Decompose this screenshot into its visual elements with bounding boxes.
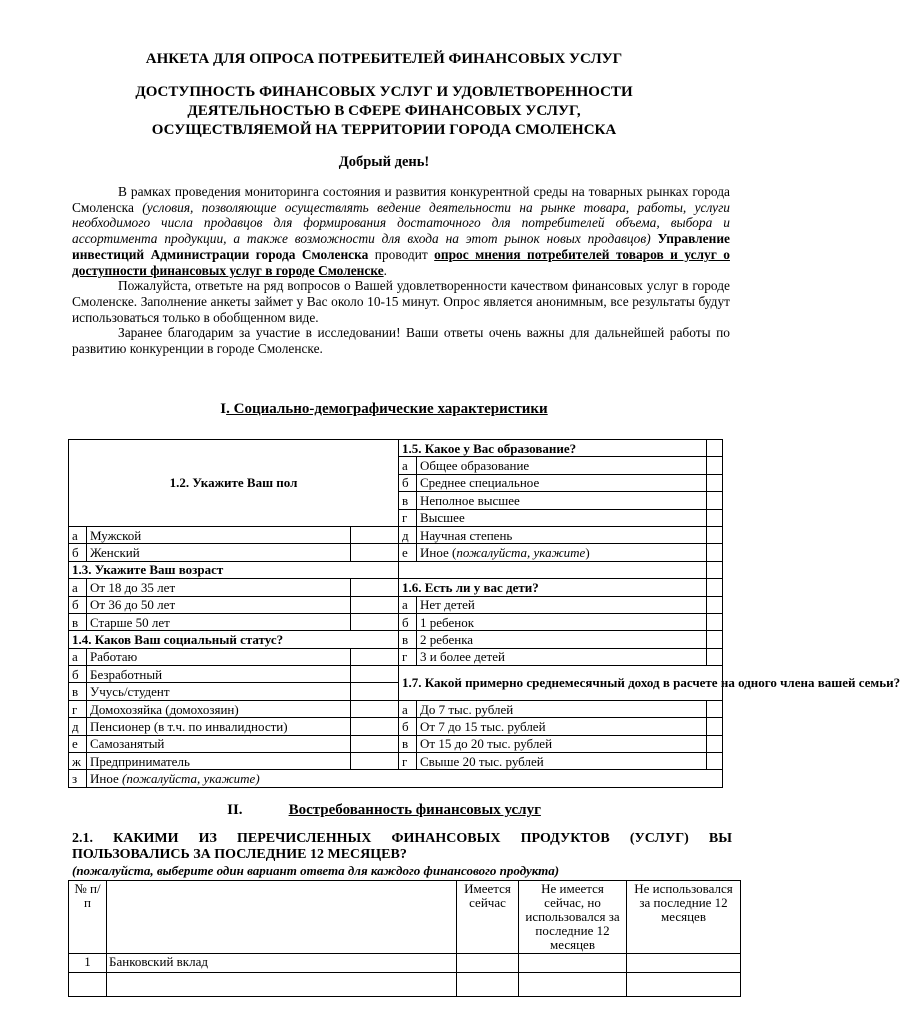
col-header-number: № п/п <box>69 881 107 954</box>
answer-checkbox[interactable] <box>351 753 399 770</box>
product-bank-deposit: Банковский вклад <box>107 954 457 973</box>
answer-checkbox[interactable] <box>457 954 519 973</box>
col-header-product <box>107 881 457 954</box>
option-status-unemployed: Безработный <box>87 666 351 683</box>
option-letter: б <box>399 474 417 491</box>
empty-cell <box>107 973 457 997</box>
answer-checkbox[interactable] <box>707 492 723 509</box>
option-education-degree: Научная степень <box>417 526 707 543</box>
option-education-other: Иное (пожалуйста, укажите) <box>417 544 707 561</box>
option-letter: в <box>69 613 87 630</box>
option-letter: а <box>399 457 417 474</box>
empty-cell <box>707 579 723 596</box>
option-status-other[interactable]: Иное (пожалуйста, укажите) <box>87 770 723 787</box>
option-age-over-50: Старше 50 лет <box>87 613 351 630</box>
section-2-heading: II. Востребованность финансовых услуг <box>227 802 541 818</box>
option-letter: д <box>399 526 417 543</box>
empty-cell <box>519 973 627 997</box>
option-letter: е <box>69 735 87 752</box>
option-letter: б <box>399 718 417 735</box>
q1-3-title: 1.3. Укажите Ваш возраст <box>69 561 399 578</box>
option-letter: ж <box>69 753 87 770</box>
option-income-15-20k: От 15 до 20 тыс. рублей <box>417 735 707 752</box>
survey-subtitle-line2: ДЕЯТЕЛЬНОСТЬЮ В СФЕРЕ ФИНАНСОВЫХ УСЛУГ, <box>187 103 581 119</box>
option-children-none: Нет детей <box>417 596 707 613</box>
option-letter: г <box>399 509 417 526</box>
intro-paragraph-2: Пожалуйста, ответьте на ряд вопросов о Вашей удовлетворенности качеством финансовых услуг в городе Смоленске. Заполнение анкеты займет у Вас около 10-15 минут. Опрос является анонимным, все результаты будут использоваться только в обобщенном виде. <box>72 278 730 325</box>
answer-checkbox[interactable] <box>351 526 399 543</box>
option-status-pensioner: Пенсионер (в т.ч. по инвалидности) <box>87 718 351 735</box>
survey-subtitle-line3: ОСУЩЕСТВЛЯЕМОЙ НА ТЕРРИТОРИИ ГОРОДА СМОЛЕНСКА <box>151 122 617 138</box>
answer-checkbox[interactable] <box>351 648 399 665</box>
greeting: Добрый день! <box>338 154 430 170</box>
answer-checkbox[interactable] <box>351 700 399 717</box>
answer-checkbox[interactable] <box>707 718 723 735</box>
answer-checkbox[interactable] <box>707 596 723 613</box>
q1-2-title: 1.2. Укажите Ваш пол <box>69 440 399 527</box>
empty-cell <box>707 561 723 578</box>
option-education-secondary: Среднее специальное <box>417 474 707 491</box>
col-header-not-used: Не использовался за последние 12 месяцев <box>627 881 741 954</box>
option-education-incomplete-higher: Неполное высшее <box>417 492 707 509</box>
answer-checkbox[interactable] <box>707 474 723 491</box>
option-letter: г <box>69 700 87 717</box>
option-letter: а <box>69 648 87 665</box>
answer-checkbox[interactable] <box>707 457 723 474</box>
option-gender-female: Женский <box>87 544 351 561</box>
option-income-under-7k: До 7 тыс. рублей <box>417 700 707 717</box>
option-education-general: Общее образование <box>417 457 707 474</box>
option-age-18-35: От 18 до 35 лет <box>87 579 351 596</box>
answer-checkbox[interactable] <box>351 718 399 735</box>
answer-checkbox[interactable] <box>707 700 723 717</box>
answer-checkbox[interactable] <box>351 683 399 700</box>
option-letter: в <box>399 735 417 752</box>
q1-4-title: 1.4. Каков Ваш социальный статус? <box>69 631 399 648</box>
q1-5-title: 1.5. Какое у Вас образование? <box>399 440 707 457</box>
answer-checkbox[interactable] <box>351 735 399 752</box>
col-header-used-recently: Не имеется сейчас, но использовался за последние 12 месяцев <box>519 881 627 954</box>
survey-subtitle-line1: ДОСТУПНОСТЬ ФИНАНСОВЫХ УСЛУГ И УДОВЛЕТВОРЕННОСТИ <box>135 84 633 100</box>
answer-checkbox[interactable] <box>627 954 741 973</box>
option-letter: а <box>399 700 417 717</box>
option-letter: б <box>69 596 87 613</box>
answer-checkbox[interactable] <box>707 544 723 561</box>
option-income-over-20k: Свыше 20 тыс. рублей <box>417 753 707 770</box>
q2-1-text: 2.1. КАКИМИ ИЗ ПЕРЕЧИСЛЕННЫХ ФИНАНСОВЫХ ПРОДУКТОВ (УСЛУГ) ВЫ ПОЛЬЗОВАЛИСЬ ЗА ПОСЛЕДНИЕ 12 МЕСЯЦЕВ? <box>72 831 732 862</box>
answer-checkbox[interactable] <box>707 753 723 770</box>
option-status-entrepreneur: Предприниматель <box>87 753 351 770</box>
empty-cell <box>627 973 741 997</box>
empty-cell <box>69 973 107 997</box>
option-letter: б <box>69 666 87 683</box>
answer-checkbox[interactable] <box>351 666 399 683</box>
q1-7-title: 1.7. Какой примерно среднемесячный доход в расчете на одного члена вашей семьи? <box>399 666 723 701</box>
q1-6-title: 1.6. Есть ли у вас дети? <box>399 579 707 596</box>
option-letter: з <box>69 770 87 787</box>
q1-5-answer-cell[interactable] <box>707 440 723 457</box>
section-1-heading: I. Социально-демографические характеристики <box>220 401 548 417</box>
intro-paragraph-3: Заранее благодарим за участие в исследовании! Ваши ответы очень важны для дальнейшей работы по развитию конкуренции в городе Смоленске. <box>72 325 730 357</box>
empty-cell <box>457 973 519 997</box>
intro-text <box>72 184 730 357</box>
q2-1-note: (пожалуйста, выберите один вариант ответа для каждого финансового продукта) <box>72 863 560 878</box>
intro-paragraph-1: В рамках проведения мониторинга состояния и развития конкурентной среды на товарных рынках города Смоленска (условия, позволяющие осуществлять ведение деятельности на рынке товара, работы, услуги необходимого числа продавцов для формирования достаточного для потребителей объема, выбора и ассортимента продукции, а также возможности для входа на этот рынок новых продавцов) Управление инвестиций Администрации города Смоленска проводит опрос мнения потребителей товаров и услуг о доступности финансовых услуг в городе Смоленске. <box>72 184 730 278</box>
option-status-homemaker: Домохозяйка (домохозяин) <box>87 700 351 717</box>
survey-title: АНКЕТА ДЛЯ ОПРОСА ПОТРЕБИТЕЛЕЙ ФИНАНСОВЫХ УСЛУГ <box>145 51 623 67</box>
answer-checkbox[interactable] <box>351 596 399 613</box>
answer-checkbox[interactable] <box>707 526 723 543</box>
answer-checkbox[interactable] <box>707 631 723 648</box>
answer-checkbox[interactable] <box>707 735 723 752</box>
products-table <box>68 880 741 997</box>
option-status-self-employed: Самозанятый <box>87 735 351 752</box>
option-children-two: 2 ребенка <box>417 631 707 648</box>
option-letter: д <box>69 718 87 735</box>
option-letter: в <box>399 631 417 648</box>
answer-checkbox[interactable] <box>707 613 723 630</box>
option-letter: в <box>399 492 417 509</box>
option-letter: г <box>399 753 417 770</box>
empty-cell <box>399 561 707 578</box>
col-header-has-now: Имеется сейчас <box>457 881 519 954</box>
option-letter: в <box>69 683 87 700</box>
option-letter: а <box>69 526 87 543</box>
option-education-higher: Высшее <box>417 509 707 526</box>
option-status-student: Учусь/студент <box>87 683 351 700</box>
answer-checkbox[interactable] <box>707 648 723 665</box>
row-number: 1 <box>69 954 107 973</box>
option-letter: а <box>69 579 87 596</box>
option-children-one: 1 ребенок <box>417 613 707 630</box>
demographics-table <box>68 439 900 788</box>
option-letter: б <box>399 613 417 630</box>
answer-checkbox[interactable] <box>351 613 399 630</box>
option-status-working: Работаю <box>87 648 351 665</box>
answer-checkbox[interactable] <box>707 509 723 526</box>
option-children-three-plus: 3 и более детей <box>417 648 707 665</box>
answer-checkbox[interactable] <box>351 544 399 561</box>
option-age-36-50: От 36 до 50 лет <box>87 596 351 613</box>
option-income-7-15k: От 7 до 15 тыс. рублей <box>417 718 707 735</box>
answer-checkbox[interactable] <box>519 954 627 973</box>
option-letter: б <box>69 544 87 561</box>
option-letter: е <box>399 544 417 561</box>
option-letter: г <box>399 648 417 665</box>
answer-checkbox[interactable] <box>351 579 399 596</box>
option-letter: а <box>399 596 417 613</box>
option-gender-male: Мужской <box>87 526 351 543</box>
